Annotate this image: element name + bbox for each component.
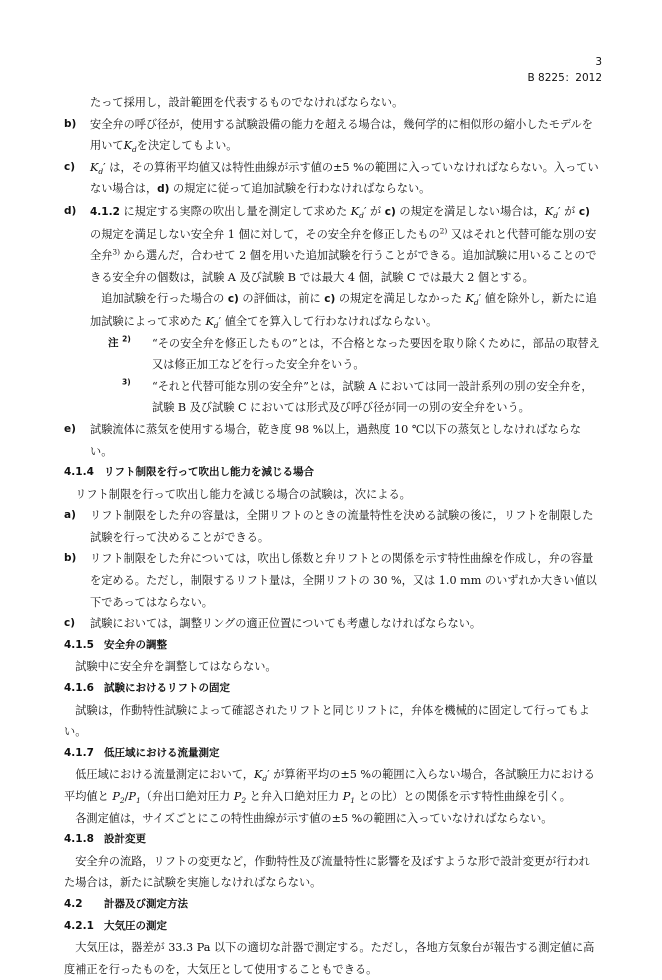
- section-4-2-1-heading: 4.2.1 大気圧の測定: [64, 919, 167, 932]
- list-item-e: e) 試験流体に蒸気を使用する場合，乾き度 98 %以上，過熱度 10 ℃以下の蒸気としなければならない。: [64, 422, 581, 458]
- section-4-2-1-text: 大気圧は，器差が 33.3 Pa 以下の適切な計器で測定する。ただし，各地方気象台が報告する測定値に高度補正を行ったものを，大気圧として使用することもできる。: [64, 941, 595, 976]
- note-2: 注 $^{2)}$ “その安全弁を修正したもの”とは，不合格となった要因を取り除くために，部品の取替え又は修正加工などを行った安全弁をいう。: [108, 334, 600, 372]
- continuation-line: たって採用し，設計範囲を代表するものでなければならない。: [90, 96, 404, 109]
- section-4-1-8-heading: 4.1.8 設計変更: [64, 833, 146, 846]
- list-item-d: d) 4.1.2 に規定する実際の吹出し量を測定して求めた $K_d'$ が c) の規定を満足しない場合は，$K_d'$ が c) の規定を満足しない安全弁 1 個に対して，その安全弁を修正したもの$^{2)}$ 又はそれと代替可能な別の安全弁$^{3)}$ から選んだ，合わせて 2 個を用いた追加試験を行うことができる。追加試験に用いることのできる安全弁の個数は，試験 A 及び試験 B では最大 4 個，試験 C では最大 2 個とする。: [64, 204, 597, 284]
- section-4-1-7-paragraph-1: 低圧域における流量測定において，$K_d'$ が算術平均の±5 %の範囲に入らない場合，各試験圧力における平均値と $P_2/P_1$（弁出口絶対圧力 $P_2$ と弁入口絶対圧力 $P_1$ との比）との関係を示す特性曲線を引く。: [64, 768, 595, 806]
- body-text: [64, 92, 600, 980]
- list-item-c: c) $K_d'$ は，その算術平均値又は特性曲線が示す値の±5 %の範囲に入っていなければならない。入っていない場合は，d) の規定に従って追加試験を行わなければならない。: [64, 160, 599, 196]
- section-4-1-4-item-a: a) リフト制限をした弁の容量は，全開リフトのときの流量特性を決める試験の後に，リフトを制限した試験を行って決めることができる。: [64, 509, 594, 544]
- section-4-1-4-heading: 4.1.4 リフト制限を行って吹出し能力を減じる場合: [64, 466, 314, 479]
- section-4-1-7-heading: 4.1.7 低圧域における流量測定: [64, 746, 220, 759]
- section-4-1-6-heading: 4.1.6 試験におけるリフトの固定: [64, 682, 230, 695]
- section-4-1-5-text: 試験中に安全弁を調整してはならない。: [75, 660, 277, 674]
- note-3: $^{3)}$ “それと代替可能な別の安全弁”とは，試験 A においては同一設計系列の別の安全弁を，試験 B 及び試験 C においては形式及び呼び径が同一の別の安全弁をいう。: [122, 377, 593, 415]
- section-4-1-4-item-b: b) リフト制限をした弁については，吹出し係数と弁リフトとの関係を示す特性曲線を作成し，弁の容量を定める。ただし，制限するリフト量は，全開リフトの 30 %，又は 1.0 mm のいずれか大きい値以下であってはならない。: [64, 552, 597, 609]
- section-4-1-6-text: 試験は，作動特性試験によって確認されたリフトと同じリフトに，弁体を機械的に固定して行ってもよい。: [64, 703, 590, 739]
- section-4-1-8-text: 安全弁の流路，リフトの変更など，作動特性及び流量特性に影響を及ぼすような形で設計変更が行われた場合は，新たに試験を実施しなければならない。: [64, 854, 590, 890]
- list-item-d-paragraph-2: 追加試験を行った場合の c) の評価は，前に c) の規定を満足しなかった $K_d'$ 値を除外し，新たに追加試験によって求めた $K_d'$ 値全てを算入して行わなければならない。: [90, 292, 597, 331]
- section-4-2-heading: 4.2 計器及び測定方法: [64, 897, 188, 910]
- page-header: [528, 54, 602, 86]
- section-4-1-5-heading: 4.1.5 安全弁の調整: [64, 638, 167, 651]
- list-item-b: b) 安全弁の呼び径が，使用する試験設備の能力を超える場合は，幾何学的に相似形の縮小したモデルを用いて$K_d$を決定してもよい。: [64, 117, 593, 155]
- section-4-1-7-paragraph-2: 各測定値は，サイズごとにこの特性曲線が示す値の±5 %の範囲に入っていなければならない。: [75, 811, 553, 825]
- page-number: 3: [595, 56, 602, 68]
- section-4-1-4-intro: リフト制限を行って吹出し能力を減じる場合の試験は，次による。: [75, 487, 411, 501]
- standard-number: B 8225：2012: [527, 72, 602, 84]
- section-4-1-4-item-c: c) 試験においては，調整リングの適正位置についても考慮しなければならない。: [64, 617, 482, 631]
